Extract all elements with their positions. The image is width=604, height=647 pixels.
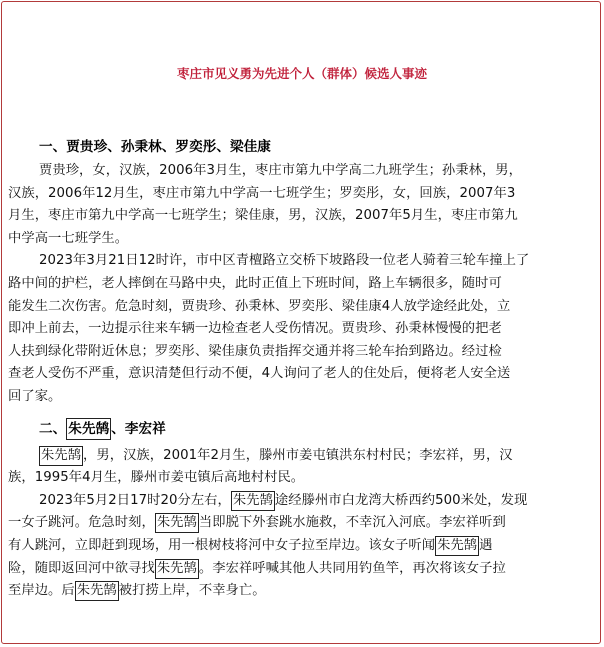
- text-fragment: 一女子跳河。危急时刻，: [8, 515, 155, 531]
- text-fragment: 。李宏祥呼喊其他人共同用钓鱼竿，再次将该女子拉: [198, 560, 506, 576]
- text-fragment: 有人跳河，立即赶到现场，用一根树枝将河中女子拉至岸边。该女子听闻: [8, 537, 436, 553]
- text-line: 人扶到绿化带附近休息；罗奕彤、梁佳康负责指挥交通并将三轮车抬到路边。经过检: [8, 343, 502, 359]
- document-title: 枣庄市见义勇为先进个人（群体）候选人事迹: [176, 66, 427, 81]
- text-fragment: 遇: [479, 537, 493, 553]
- highlighted-name: 朱先鹄: [231, 491, 275, 511]
- text-fragment: 至岸边。后: [8, 583, 75, 599]
- text-line: 即冲上前去，一边提示往来车辆一边检查老人受伤情况。贾贵珍、孙秉林慢慢的把老: [8, 321, 502, 337]
- text-line: 月生，枣庄市第九中学高一七班学生；梁佳康，男，汉族，2007年5月生，枣庄市第九: [8, 208, 518, 224]
- text-fragment: 险，随即返回河中欲寻找: [8, 560, 155, 576]
- text-fragment: 当即脱下外套跳水施救，不幸沉入河底。李宏祥听到: [198, 515, 506, 531]
- heading-suffix: 、李宏祥: [111, 420, 166, 437]
- text-line: [8, 580, 600, 603]
- text-fragment: 2023年5月2日17时20分左右，: [39, 492, 231, 508]
- text-line: 2023年3月21日12时许，市中区青檀路立交桥下坡路段一位老人骑着三轮车撞上了: [39, 253, 530, 269]
- document-frame: [1, 1, 601, 644]
- highlighted-name: 朱先鹄: [155, 559, 199, 579]
- text-line: 族，1995年4月生，滕州市姜屯镇后高地村村民。: [8, 470, 305, 486]
- text-fragment: 途经滕州市白龙湾大桥西约500米处，发现: [274, 492, 528, 508]
- highlighted-name: 朱先鹄: [155, 513, 199, 533]
- highlighted-name: 朱先鹄: [435, 536, 479, 556]
- text-line: [39, 445, 600, 468]
- text-line: [8, 512, 600, 535]
- text-line: 回了家。: [8, 388, 62, 404]
- text-line: [8, 535, 600, 558]
- text-line: 路中间的护栏，老人摔倒在马路中央，此时正值上下班时间，路上车辆很多，随时可: [8, 275, 502, 291]
- highlighted-name: 朱先鹄: [75, 581, 119, 601]
- text-line: 汉族，2006年12月生，枣庄市第九中学高一七班学生；罗奕彤，女，回族，2007年3: [8, 185, 516, 201]
- section-heading-1: 一、贾贵珍、孙秉林、罗奕彤、梁佳康: [39, 139, 271, 155]
- section-heading-2: [39, 416, 600, 442]
- text-line: [8, 558, 600, 581]
- highlighted-name: 朱先鹄: [66, 418, 111, 440]
- heading-prefix: 二、: [39, 420, 67, 437]
- section1-paragraph-1: [8, 160, 600, 250]
- highlighted-name: 朱先鹄: [39, 446, 83, 466]
- text-line: 查老人受伤不严重，意识清楚但行动不便，4人询问了老人的住处后，便将老人安全送: [8, 366, 511, 382]
- section2-paragraph-1: [8, 445, 600, 490]
- text-fragment: 被打捞上岸，不幸身亡。: [118, 583, 266, 599]
- section2-paragraph-2: [8, 490, 600, 603]
- text-line: 能发生二次伤害。危急时刻，贾贵珍、孙秉林、罗奕彤、梁佳康4人放学途经此处，立: [8, 298, 511, 314]
- text-line: 中学高一七班学生。: [8, 230, 129, 246]
- document-body: [8, 134, 600, 603]
- text-line: 贾贵珍，女，汉族，2006年3月生，枣庄市第九中学高二九班学生；孙秉林，男，: [39, 163, 522, 178]
- text-fragment: ，男，汉族，2001年2月生，滕州市姜屯镇洪东村村民；李宏祥，男，汉: [83, 447, 513, 463]
- section1-paragraph-2: [8, 250, 600, 408]
- text-line: [39, 490, 600, 513]
